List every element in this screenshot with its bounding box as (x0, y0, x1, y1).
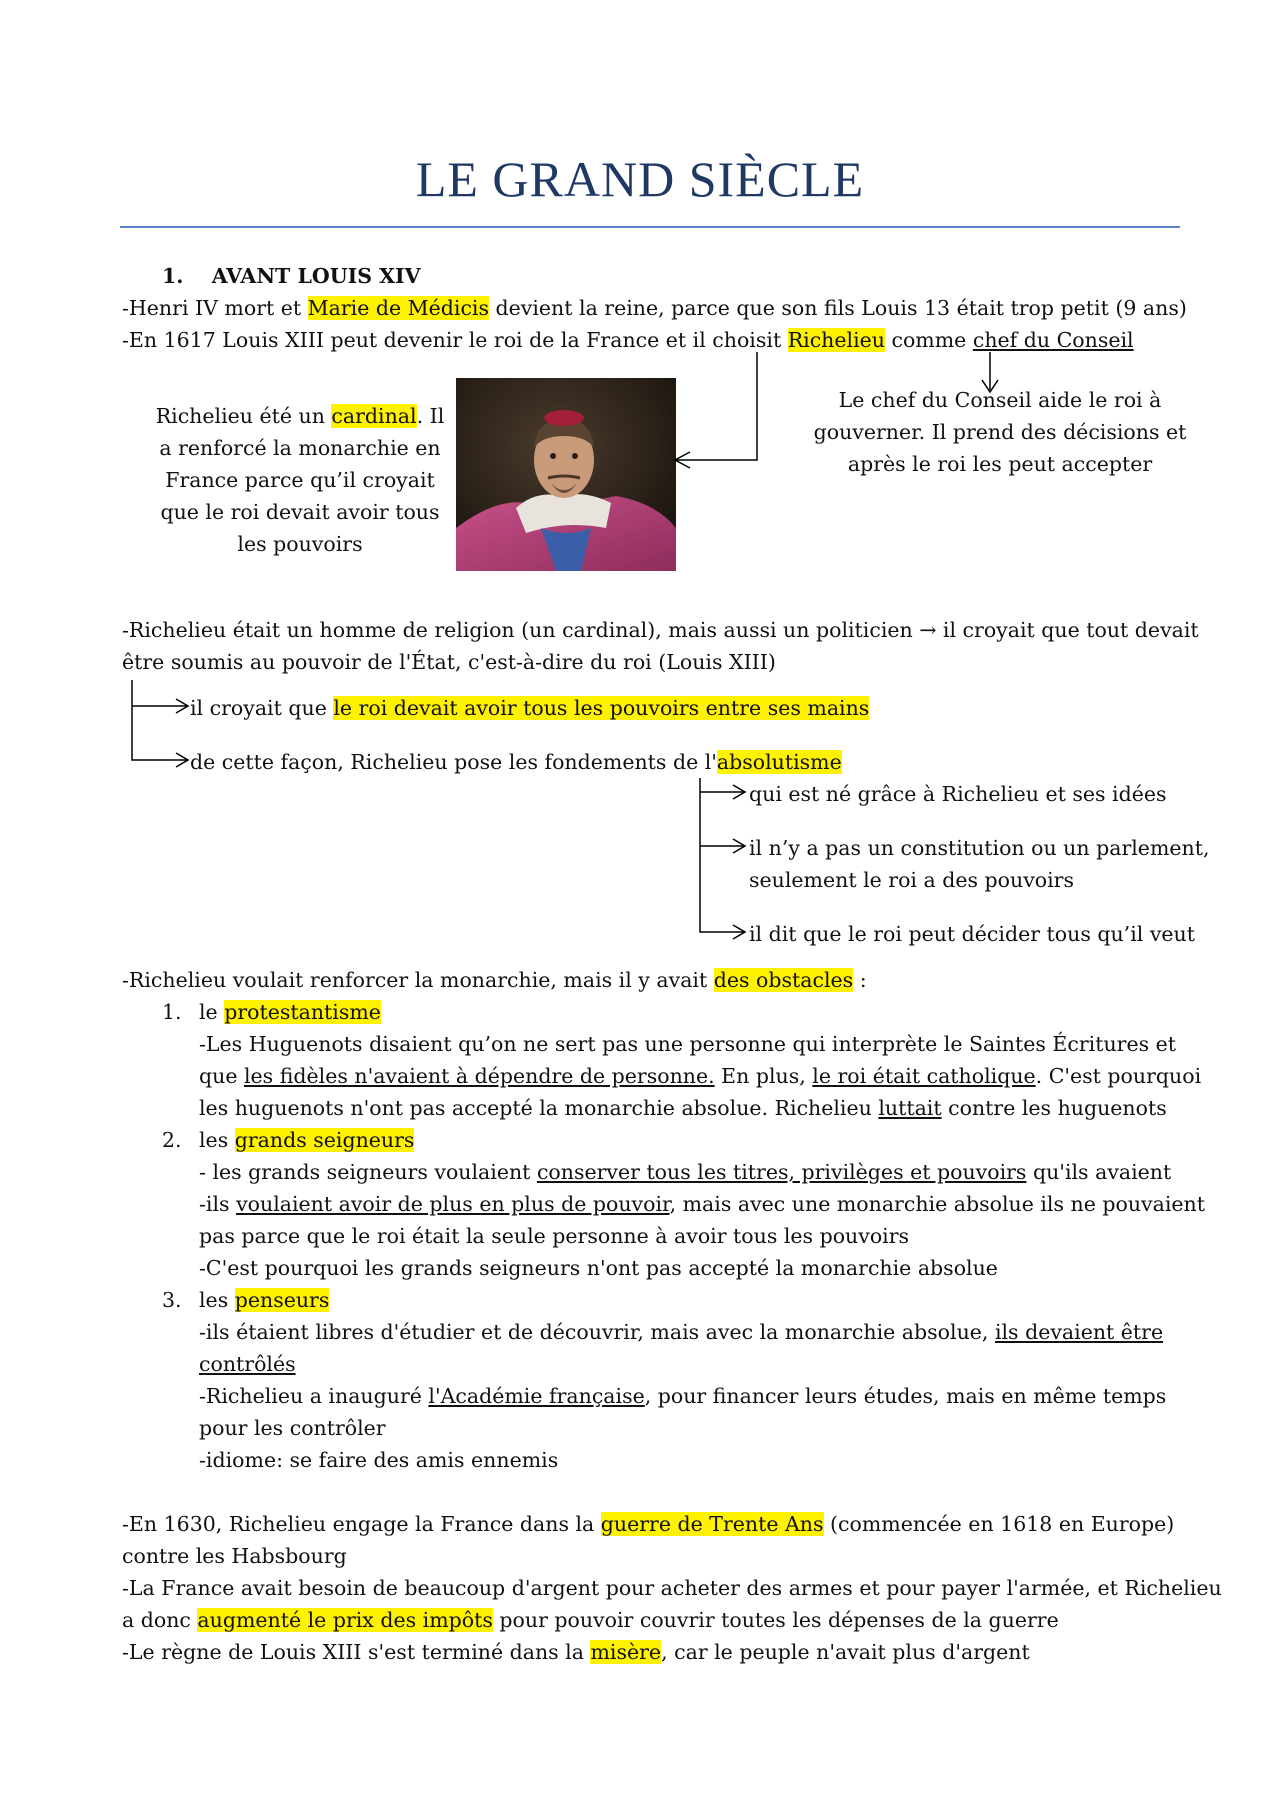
branch-2: de cette façon, Richelieu pose les fondements de l'absolutisme (190, 750, 842, 774)
richelieu-description: Richelieu été un cardinal. Il a renforcé la monarchie en France parce qu’il croyait que le roi devait avoir tous les pouvoirs (155, 404, 445, 556)
arrow-head (733, 785, 745, 799)
sub-branch-2b: seulement le roi a des pouvoirs (749, 868, 1074, 892)
intro-line-2: -En 1617 Louis XIII peut devenir le roi de la France et il choisit Richelieu comme chef du Conseil (122, 328, 1134, 352)
section-number: 1. (162, 264, 184, 288)
para2-line-2: être soumis au pouvoir de l'État, c'est-à-dire du roi (Louis XIII) (122, 650, 776, 674)
arrow-head (733, 925, 745, 939)
obstacle-1-line-3: les huguenots n'ont pas accepté la monarchie absolue. Richelieu luttait contre les huguenots (199, 1096, 1167, 1120)
highlight-richelieu: Richelieu (787, 328, 885, 352)
arrow-sub-3 (700, 778, 745, 932)
highlight-guerre-trente-ans: guerre de Trente Ans (600, 1512, 824, 1536)
obstacles-intro: -Richelieu voulait renforcer la monarchie, mais il y avait des obstacles : (122, 968, 867, 992)
obstacle-1-title: le protestantisme (199, 1000, 381, 1024)
branch-1: il croyait que le roi devait avoir tous les pouvoirs entre ses mains (190, 696, 870, 720)
sub-branch-3: il dit que le roi peut décider tous qu’il veut (749, 922, 1195, 946)
obstacle-3-line-1: -ils étaient libres d'étudier et de découvrir, mais avec la monarchie absolue, ils devaient être (199, 1320, 1164, 1344)
sub-branch-1: qui est né grâce à Richelieu et ses idées (749, 782, 1167, 806)
final-line-4: a donc augmenté le prix des impôts pour pouvoir couvrir toutes les dépenses de la guerre (122, 1608, 1059, 1632)
obstacle-2-line-4: -C'est pourquoi les grands seigneurs n'ont pas accepté la monarchie absolue (199, 1256, 998, 1280)
obstacle-3-line-4: pour les contrôler (199, 1416, 386, 1440)
arrow-branch-2 (132, 680, 188, 760)
sub-branch-2a: il n’y a pas un constitution ou un parlement, (749, 836, 1210, 860)
highlight-obstacles: des obstacles (713, 968, 854, 992)
obstacle-2-line-2: -ils voulaient avoir de plus en plus de pouvoir, mais avec une monarchie absolue ils ne pouvaient (199, 1192, 1205, 1216)
obstacle-3-title: les penseurs (199, 1288, 330, 1312)
section-title: AVANT LOUIS XIV (211, 264, 421, 288)
obstacle-3-number: 3. (162, 1288, 182, 1312)
highlight-penseurs: penseurs (234, 1288, 330, 1312)
highlight-protestantisme: protestantisme (224, 1000, 381, 1024)
conseil-description: Le chef du Conseil aide le roi à gouverner. Il prend des décisions et après le roi les peut accepter (813, 388, 1187, 476)
highlight-absolutisme: absolutisme (716, 750, 842, 774)
arrow-richelieu-to-portrait (675, 352, 757, 460)
highlight-misere: misère (590, 1640, 662, 1664)
obstacle-2-line-1: - les grands seigneurs voulaient conserver tous les titres, privilèges et pouvoirs qu'ils avaient (199, 1160, 1172, 1184)
final-line-1: -En 1630, Richelieu engage la France dans la guerre de Trente Ans (commencée en 1618 en Europe) (122, 1512, 1175, 1536)
highlight-grands-seigneurs: grands seigneurs (234, 1128, 415, 1152)
obstacle-1-line-2: que les fidèles n'avaient à dépendre de personne. En plus, le roi était catholique. C'est pourquoi (199, 1064, 1202, 1088)
highlight-marie-de-medicis: Marie de Médicis (307, 296, 490, 320)
arrow-head (176, 699, 188, 713)
obstacle-2-line-3: pas parce que le roi était la seule personne à avoir tous les pouvoirs (199, 1224, 910, 1248)
obstacle-2-number: 2. (162, 1128, 182, 1152)
obstacle-3-line-3: -Richelieu a inauguré l'Académie française, pour financer leurs études, mais en même temps (199, 1384, 1167, 1408)
obstacle-3-line-2: contrôlés (199, 1352, 296, 1376)
section-heading (162, 260, 421, 292)
highlight-cardinal: cardinal (331, 404, 417, 428)
arrow-head (675, 452, 690, 468)
arrow-head (176, 753, 188, 767)
arrow-head (733, 839, 745, 853)
obstacle-1-line-1: -Les Huguenots disaient qu’on ne sert pas une personne qui interprète le Saintes Écritures et (199, 1032, 1176, 1056)
underline-chef-du-conseil: chef du Conseil (972, 328, 1134, 352)
obstacle-3-line-5: -idiome: se faire des amis ennemis (199, 1448, 559, 1472)
highlight-roi-pouvoirs: le roi devait avoir tous les pouvoirs entre ses mains (333, 696, 870, 720)
page-title: LE GRAND SIÈCLE (415, 151, 865, 207)
obstacle-1-number: 1. (162, 1000, 182, 1024)
highlight-impots: augmenté le prix des impôts (197, 1608, 493, 1632)
para2-line-1: -Richelieu était un homme de religion (un cardinal), mais aussi un politicien → il croyait que tout devait (122, 618, 1199, 642)
obstacle-2-title: les grands seigneurs (199, 1128, 415, 1152)
final-line-5: -Le règne de Louis XIII s'est terminé dans la misère, car le peuple n'avait plus d'argent (122, 1640, 1030, 1664)
final-line-2: contre les Habsbourg (122, 1544, 347, 1568)
title-underline (120, 226, 1180, 228)
final-line-3: -La France avait besoin de beaucoup d'argent pour acheter des armes et pour payer l'armée, et Richelieu (122, 1576, 1222, 1600)
richelieu-portrait-image (456, 378, 676, 571)
intro-line-1: -Henri IV mort et Marie de Médicis devient la reine, parce que son fils Louis 13 était trop petit (9 ans) (122, 296, 1187, 320)
